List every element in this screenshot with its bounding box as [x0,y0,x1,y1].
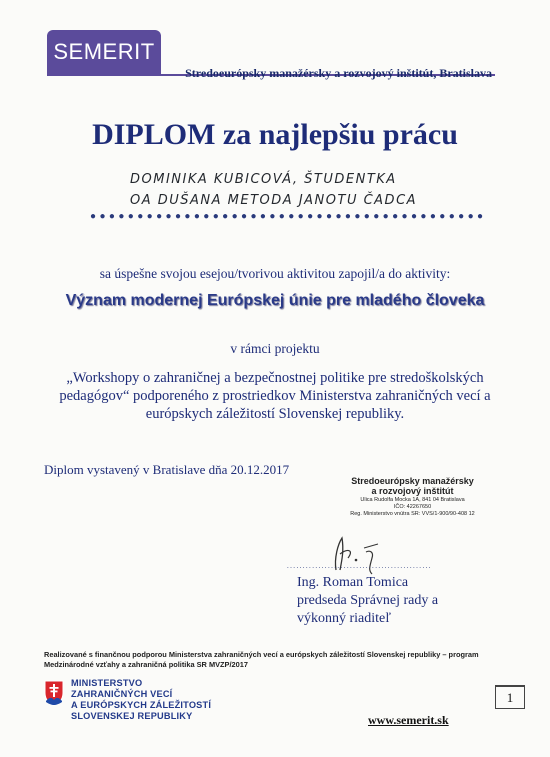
institute-stamp [330,476,495,518]
logo-text: SEMERIT [53,39,155,64]
activity-title: Význam modernej Európskej únie pre mladého človeka [65,292,485,309]
semerit-logo [47,30,161,74]
ministry-line: ZAHRANIČNÝCH VECÍ [71,689,173,699]
dotted-line: ●●●●●●●●●●●●●●●●●●●●●●●●●●●●●●●●●●●●●●●●●● [90,211,487,222]
signer-role: výkonný riaditeľ [297,611,391,626]
issue-date-text: Diplom vystavený v Bratislave dňa 20.12.2017 [44,462,290,477]
recipient-school-handwritten: OA DUŠANA METODA JANOTU ČADCA [130,193,418,208]
slovak-coat-of-arms-icon [44,680,64,706]
signer-role: predseda Správnej rady a [297,593,439,608]
intro-text: sa úspešne svojou esejou/tvorivou aktivitou zapojil/a do aktivity: [99,266,451,281]
institute-name: Stredoeurópsky manažérsky a rozvojový inštitút, Bratislava [185,66,492,80]
project-label: v rámci projektu [230,341,320,356]
signature-line: .............................................. [287,562,432,570]
stamp-address: Ulica Rudolfa Mocka 1A, 841 04 Bratislava [360,497,465,503]
website-link[interactable]: www.semerit.sk [368,713,449,727]
recipient-name-handwritten: DOMINIKA KUBICOVÁ, ŠTUDENTKA [130,172,397,187]
ministry-line: MINISTERSTVO [71,678,143,688]
stamp-line: a rozvojový inštitút [371,486,454,496]
stamp-ico: IČO: 42267650 [393,504,432,510]
signer-name: Ing. Roman Tomica [297,575,409,590]
page-number: 1 [495,685,525,709]
ministry-line: A EURÓPSKYCH ZÁLEŽITOSTÍ [71,700,212,710]
ministry-name [71,678,211,722]
funding-note: Realizované s finančnou podporou Ministerstva zahraničných vecí a európskych záležitostí Slovenskej republiky – program Medzinárodné vzťahy a zahraničná politika SR MVZP/2017 [44,650,479,669]
diploma-title: DIPLOM za najlepšiu prácu [92,118,458,151]
project-name: „Workshopy o zahraničnej a bezpečnostnej politike pre stredoškolských pedagógov“ podporeného z prostriedkov Ministerstva zahraničných vecí a európskych záležitostí Slovenskej republiky. [59,370,491,422]
ministry-line: SLOVENSKEJ REPUBLIKY [71,711,193,721]
ministry-logo [44,678,211,722]
stamp-registration: Reg. Ministerstvo vnútra SR: VVS/1-900/90-408 12 [350,511,475,517]
stamp-line: Stredoeurópsky manažérsky [351,476,474,486]
signer-block [297,574,438,628]
